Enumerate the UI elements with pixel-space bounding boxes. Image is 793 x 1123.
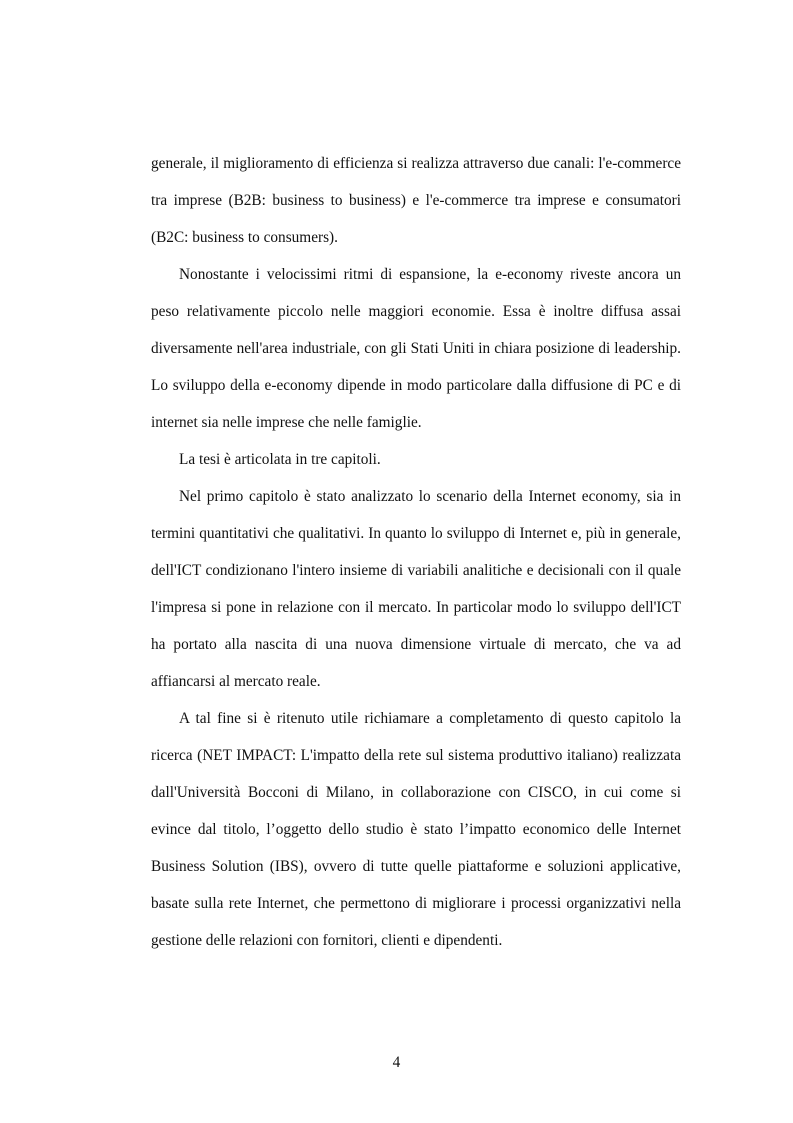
paragraph-e-economy: Nonostante i velocissimi ritmi di espansione, la e-economy riveste ancora un peso relativamente piccolo nelle maggiori economie. Essa è inoltre diffusa assai diversamente nell'area industriale, con gli Stati Uniti in chiara posizione di leadership. Lo sviluppo della e-economy dipende in modo particolare dalla diffusione di PC e di internet sia nelle imprese che nelle famiglie. xyxy=(151,266,681,431)
paragraph-net-impact: A tal fine si è ritenuto utile richiamare a completamento di questo capitolo la ricerca (NET IMPACT: L'impatto della rete sul sistema produttivo italiano) realizzata dall'Università Bocconi di Milano, in collaborazione con CISCO, in cui come si evince dal titolo, l’oggetto dello studio è stato l’impatto economico delle Internet Business Solution (IBS), ovvero di tutte quelle piattaforme e soluzioni applicative, basate sulla rete Internet, che permettono di migliorare i processi organizzativi nella gestione delle relazioni con fornitori, clienti e dipendenti. xyxy=(151,710,681,949)
page-number: 4 xyxy=(392,1054,401,1071)
paragraph-thesis-structure: La tesi è articolata in tre capitoli. xyxy=(179,451,381,468)
paragraph-first-chapter: Nel primo capitolo è stato analizzato lo scenario della Internet economy, sia in termini quantitativi che qualitativi. In quanto lo sviluppo di Internet e, più in generale, dell'ICT condizionano l'intero insieme di variabili analitiche e decisionali con il quale l'impresa si pone in relazione con il mercato. In particolar modo lo sviluppo dell'ICT ha portato alla nascita di una nuova dimensione virtuale di mercato, che va ad affiancarsi al mercato reale. xyxy=(151,488,681,690)
body-text xyxy=(151,145,681,959)
paragraph-continuation: generale, il miglioramento di efficienza si realizza attraverso due canali: l'e-commerce tra imprese (B2B: business to business) e l'e-commerce tra imprese e consumatori (B2C: business to consumers). xyxy=(151,155,681,246)
